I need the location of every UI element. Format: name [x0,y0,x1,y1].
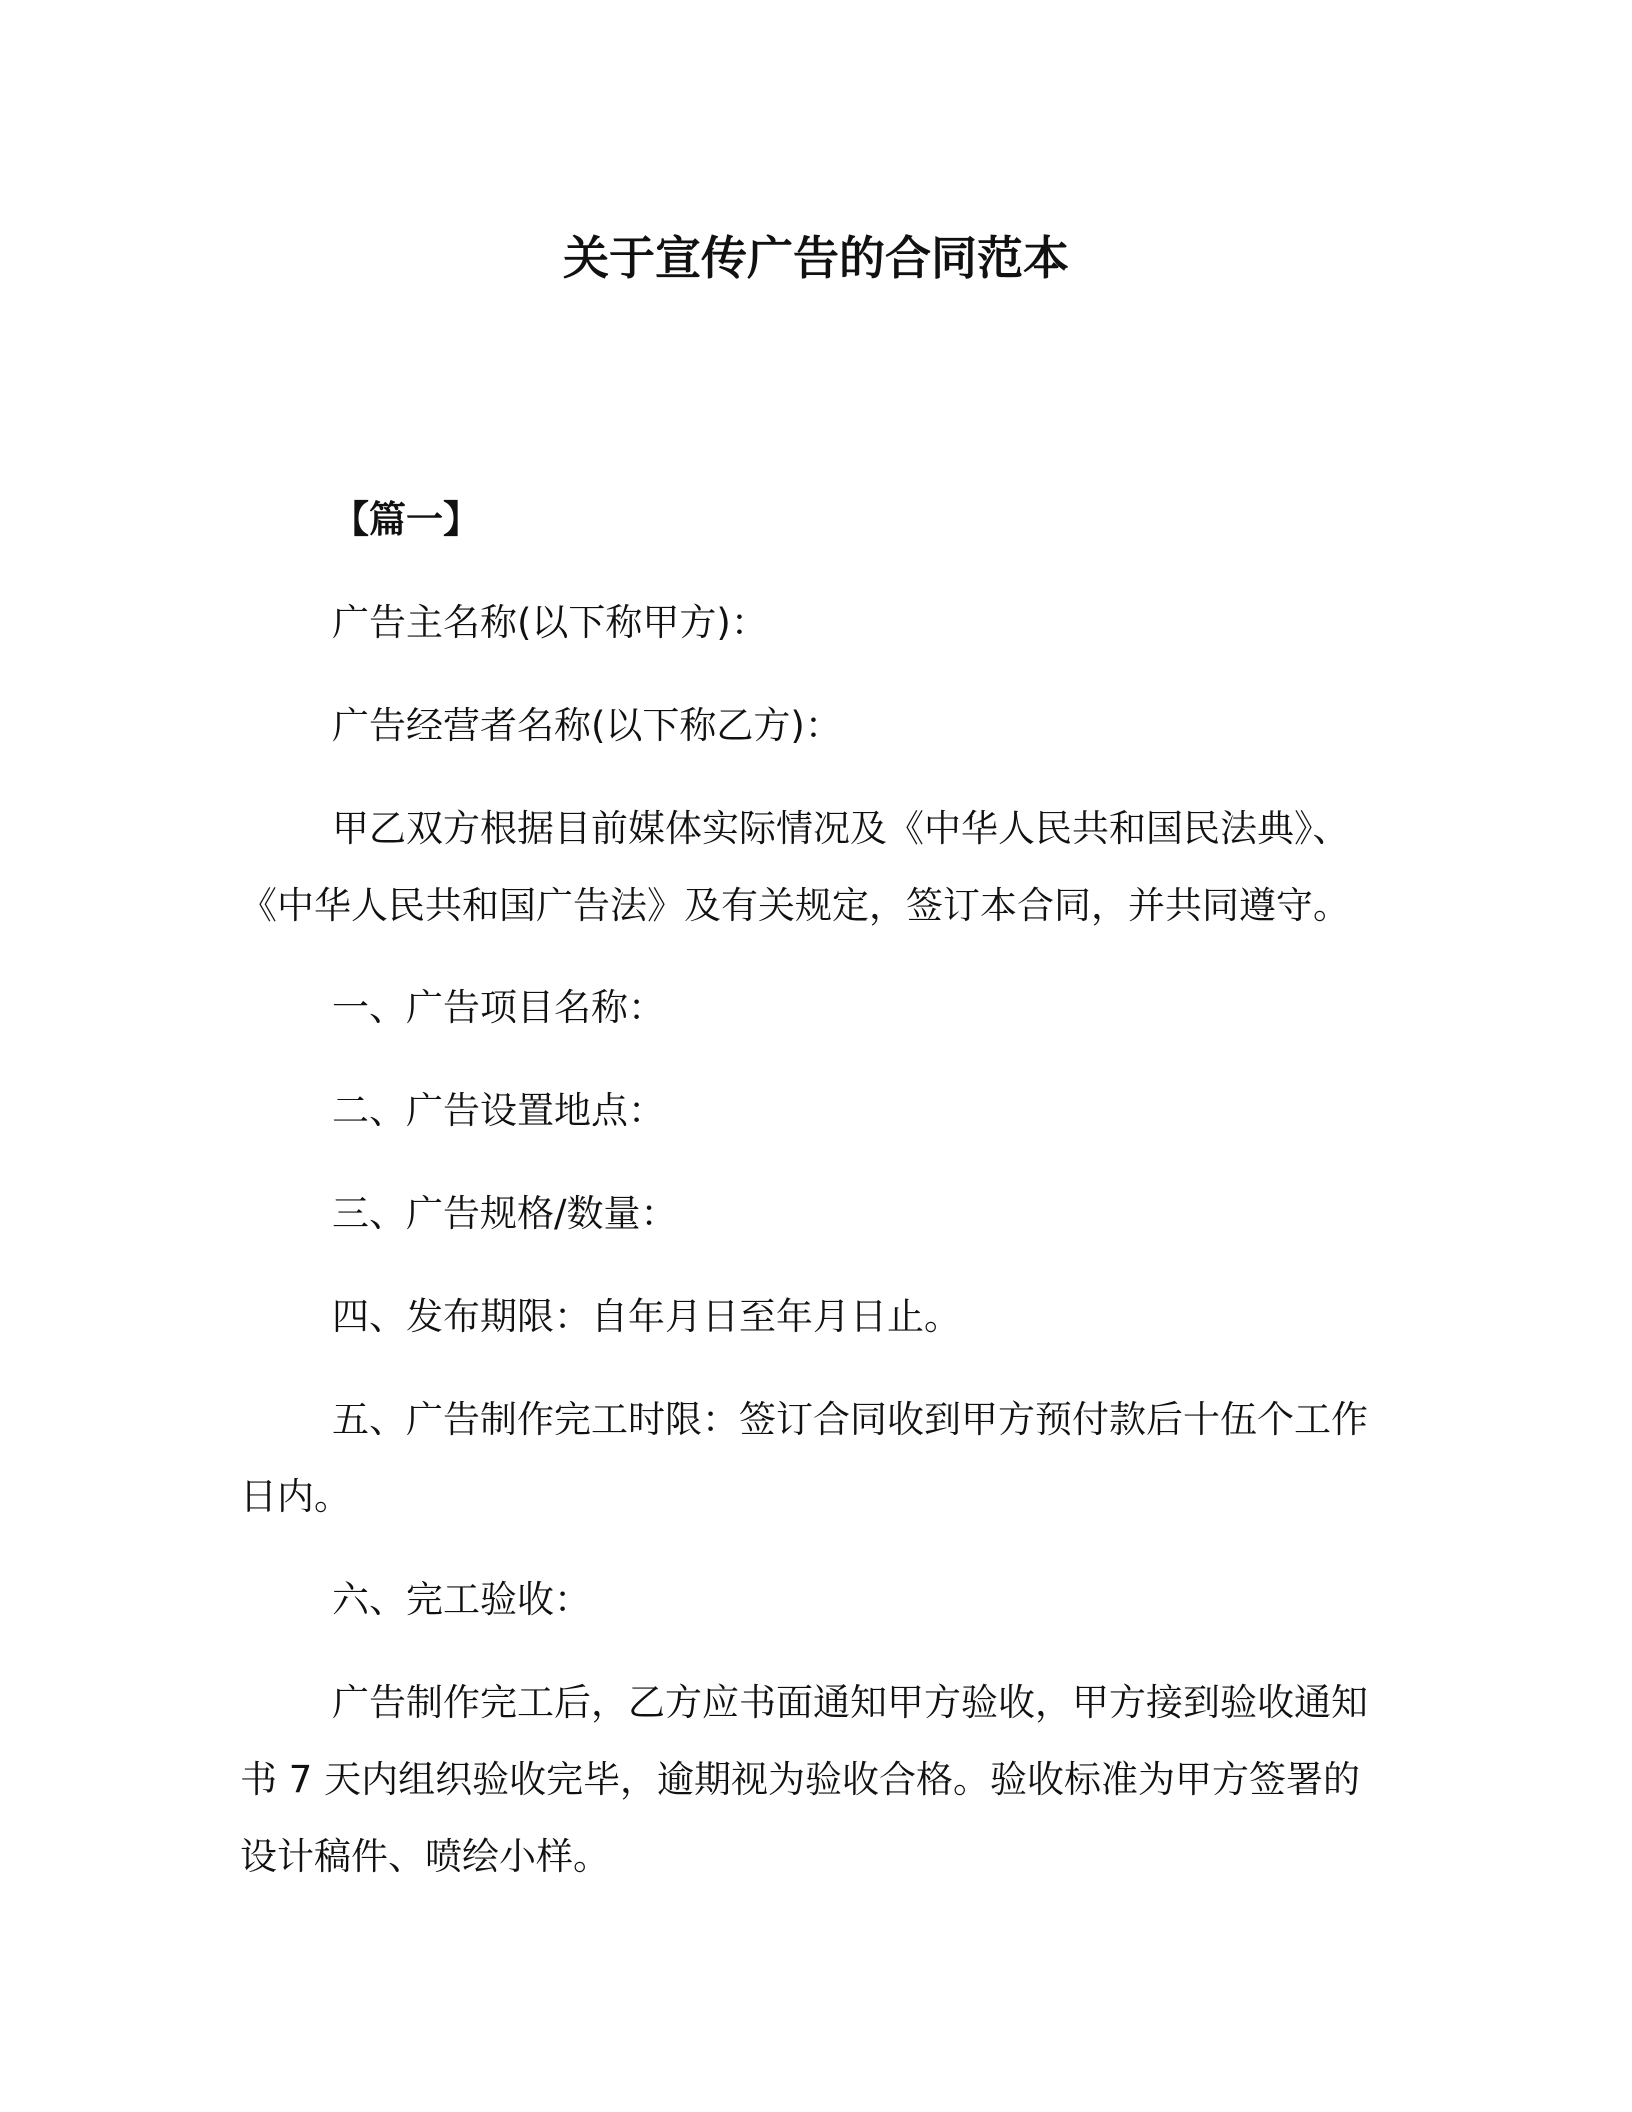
acceptance-paragraph-line-1: 广告制作完工后，乙方应书面通知甲方验收，甲方接到验收通知 [332,1681,1368,1724]
clause-acceptance-heading: 六、完工验收： [332,1578,591,1621]
section-label: 【篇一】 [332,498,480,541]
acceptance-paragraph-line-3: 设计稿件、喷绘小样。 [240,1835,610,1878]
clause-location: 二、广告设置地点： [332,1089,665,1132]
clause-completion-line-1: 五、广告制作完工时限：签订合同收到甲方预付款后十伍个工作 [332,1398,1368,1441]
clause-project-name: 一、广告项目名称： [332,986,665,1029]
preamble-line-2: 《中华人民共和国广告法》及有关规定，签订本合同，并共同遵守。 [240,884,1350,927]
advertiser-name-line: 广告主名称(以下称甲方)： [332,601,768,644]
preamble-line-1: 甲乙双方根据目前媒体实际情况及《中华人民共和国民法典》、 [332,807,1350,850]
acceptance-paragraph-line-2: 书 7 天内组织验收完毕，逾期视为验收合格。验收标准为甲方签署的 [240,1758,1361,1801]
document-title: 关于宣传广告的合同范本 [563,231,1069,285]
clause-completion-line-2: 日内。 [240,1475,351,1518]
clause-specification: 三、广告规格/数量： [332,1192,678,1235]
clause-period: 四、发布期限：自年月日至年月日止。 [332,1295,961,1338]
operator-name-line: 广告经营者名称(以下称乙方)： [332,704,842,747]
